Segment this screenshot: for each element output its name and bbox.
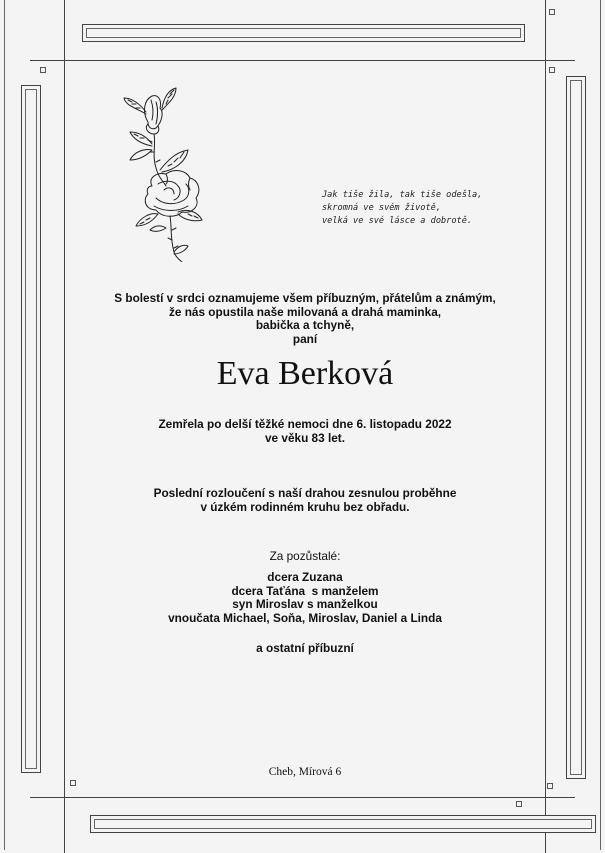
survived-by-label: Za pozůstalé: bbox=[269, 549, 341, 563]
memorial-quote bbox=[322, 189, 522, 228]
family-member: vnoučata Michael, Soňa, Miroslav, Daniel a Linda bbox=[168, 610, 442, 625]
address: Cheb, Mírová 6 bbox=[268, 766, 342, 778]
intro-line: babička a tchyně, bbox=[255, 318, 355, 332]
rose-icon bbox=[118, 82, 218, 262]
death-line: ve věku 83 let. bbox=[264, 430, 345, 445]
farewell-line: Poslední rozloučení s naší drahou zesnulou proběhne bbox=[153, 486, 457, 500]
frame-bar-top bbox=[82, 24, 525, 42]
family-member: syn Miroslav s manželkou bbox=[232, 597, 378, 611]
family-member: dcera Taťána s manželem bbox=[231, 583, 379, 598]
frame-corner bbox=[549, 67, 555, 73]
frame-corner bbox=[547, 783, 553, 789]
deceased-name: Eva Berková bbox=[216, 355, 394, 392]
announcement-intro bbox=[66, 292, 544, 346]
intro-line: že nás opustila naše milovaná a drahá maminka, bbox=[168, 304, 442, 319]
death-info bbox=[66, 418, 544, 445]
quote-line: velká ve své lásce a dobrotě. bbox=[322, 216, 473, 226]
frame-corner bbox=[40, 67, 46, 73]
frame-corner bbox=[516, 801, 522, 807]
frame-bar-left bbox=[21, 85, 41, 773]
farewell-line: v úzkém rodinném kruhu bez obřadu. bbox=[200, 499, 410, 514]
frame-line bbox=[545, 0, 546, 853]
quote-line: Jak tiše žila, tak tiše odešla, bbox=[322, 190, 483, 200]
frame-line bbox=[30, 60, 575, 61]
frame-line bbox=[30, 797, 575, 798]
quote-line: skromná ve svém životě, bbox=[322, 203, 441, 213]
frame-corner bbox=[549, 9, 555, 15]
intro-line: paní bbox=[292, 331, 318, 346]
death-line: Zemřela po delší těžké nemoci dne 6. listopadu 2022 bbox=[158, 417, 452, 431]
family-list bbox=[66, 571, 544, 625]
frame-corner bbox=[70, 780, 76, 786]
frame-bar-bottom bbox=[90, 815, 596, 833]
frame-bar-right bbox=[566, 76, 586, 779]
family-member: dcera Zuzana bbox=[267, 570, 343, 584]
other-relatives: a ostatní příbuzní bbox=[256, 641, 354, 655]
frame-line bbox=[600, 0, 601, 850]
frame-line bbox=[4, 0, 5, 850]
farewell-info bbox=[66, 487, 544, 514]
intro-line: S bolestí v srdci oznamujeme všem příbuzným, přátelům a známým, bbox=[114, 291, 496, 305]
